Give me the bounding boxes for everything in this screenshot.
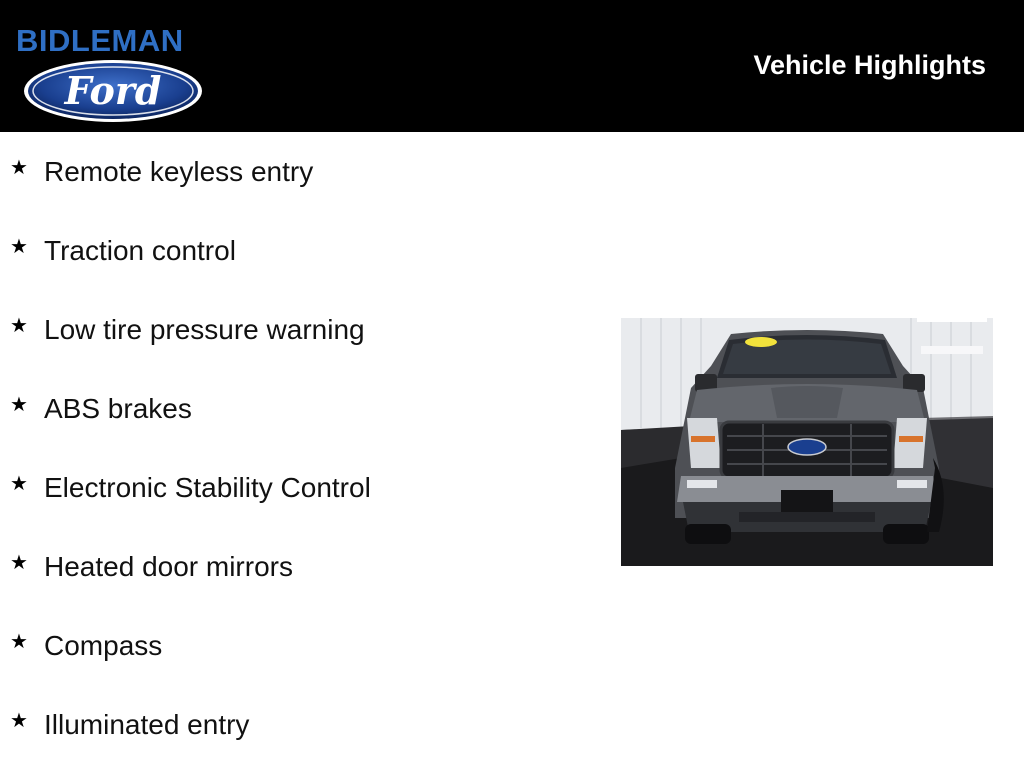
star-icon: ★ [10,631,28,653]
feature-item [10,468,371,508]
star-icon: ★ [10,157,28,179]
star-icon: ★ [10,710,28,732]
star-icon: ★ [10,236,28,258]
feature-label: Heated door mirrors [44,551,293,582]
star-icon: ★ [10,552,28,574]
page-header [0,0,1024,132]
feature-label: Compass [44,630,163,661]
feature-item [10,626,162,666]
feature-label: Illuminated entry [44,709,250,740]
feature-item [10,231,236,271]
star-icon: ★ [10,315,28,337]
feature-label: Traction control [44,235,236,266]
feature-label: Low tire pressure warning [44,314,365,345]
star-icon: ★ [10,473,28,495]
page-title: Vehicle Highlights [753,50,986,80]
feature-item [10,389,192,429]
feature-label: ABS brakes [44,393,192,424]
truck-image [621,318,993,566]
feature-item [10,310,365,350]
star-icon: ★ [10,394,28,416]
dealer-name: BIDLEMAN [16,23,184,58]
feature-item [10,705,249,745]
vehicle-photo [621,318,993,566]
ford-script-text: Ford [64,68,162,113]
feature-label: Electronic Stability Control [44,472,371,503]
feature-item [10,547,293,587]
dealer-logo[interactable] [16,24,210,126]
feature-item [10,152,313,192]
ford-oval-icon [22,58,204,124]
feature-label: Remote keyless entry [44,156,314,187]
